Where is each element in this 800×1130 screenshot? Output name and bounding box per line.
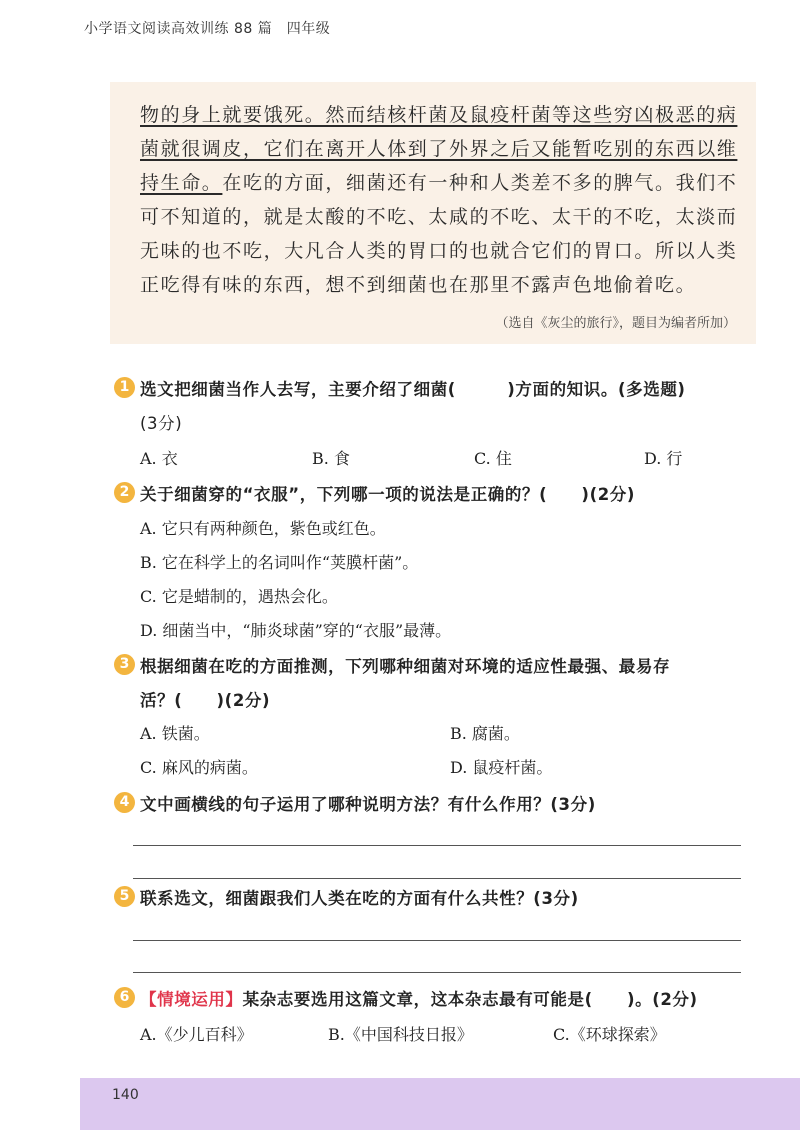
q1-option-b[interactable]: B. 食 — [312, 449, 350, 468]
q2-option-b[interactable]: B. 它在科学上的名词叫作“荚膜杆菌”。 — [140, 553, 419, 572]
scenario-tag: 【情境运用】 — [140, 990, 243, 1009]
question-5-text: 联系选文，细菌跟我们人类在吃的方面有什么共性？(3分) — [140, 889, 579, 908]
underlined-text: 物的身上就要饿死。然而结核杆菌及鼠疫杆菌等这些穷凶极恶的病 — [140, 104, 738, 126]
plain-text: 无味的也不吃，大凡合人类的胃口的也就合它们的胃口。所以人类 — [140, 240, 738, 262]
question-1-text: 选文把细菌当作人去写，主要介绍了细菌( )方面的知识。(多选题) — [140, 380, 686, 399]
q6-option-a[interactable]: A.《少儿百科》 — [140, 1025, 253, 1044]
passage-line-2 — [140, 134, 737, 161]
question-6-text — [140, 986, 698, 1010]
question-number-badge: 4 — [114, 792, 135, 813]
q1-option-c[interactable]: C. 住 — [474, 449, 512, 468]
book-header: 小学语文阅读高效训练 88 篇 四年级 — [84, 21, 331, 37]
q2-option-d[interactable]: D. 细菌当中，“肺炎球菌”穿的“衣服”最薄。 — [140, 621, 452, 640]
plain-text: 正吃得有味的东西，想不到细菌也在那里不露声色地偷着吃。 — [140, 274, 697, 296]
passage-line-6 — [140, 270, 696, 297]
q1-option-d[interactable]: D. 行 — [644, 449, 683, 468]
passage-line-5 — [140, 236, 737, 263]
passage-line-4 — [140, 202, 737, 229]
passage-line-3 — [140, 168, 737, 195]
q2-option-a[interactable]: A. 它只有两种颜色，紫色或红色。 — [140, 519, 386, 538]
underlined-text: 持生命。 — [140, 172, 223, 194]
answer-line[interactable] — [133, 940, 741, 941]
plain-text: 在吃的方面，细菌还有一种和人类差不多的脾气。我们不 — [222, 172, 738, 194]
question-number-badge: 2 — [114, 482, 135, 503]
q2-option-c[interactable]: C. 它是蜡制的，遇热会化。 — [140, 587, 338, 606]
question-1-score: (3分) — [140, 414, 183, 433]
q3-option-b[interactable]: B. 腐菌。 — [450, 724, 520, 743]
footer-band — [80, 1078, 800, 1130]
q6-option-c[interactable]: C.《环球探索》 — [553, 1025, 666, 1044]
q3-option-d[interactable]: D. 鼠疫杆菌。 — [450, 758, 553, 777]
q1-option-a[interactable]: A. 衣 — [140, 449, 178, 468]
question-3-text-cont: 活？( )(2分) — [140, 691, 271, 710]
page-number: 140 — [112, 1087, 139, 1103]
underlined-text: 菌就很调皮，它们在离开人体到了外界之后又能暂吃别的东西以维 — [140, 138, 738, 160]
question-4-text: 文中画横线的句子运用了哪种说明方法？有什么作用？(3分) — [140, 795, 596, 814]
plain-text: 可不知道的，就是太酸的不吃、太咸的不吃、太干的不吃，太淡而 — [140, 206, 738, 228]
question-3-text: 根据细菌在吃的方面推测，下列哪种细菌对环境的适应性最强、最易存 — [140, 657, 671, 676]
q3-option-c[interactable]: C. 麻风的病菌。 — [140, 758, 258, 777]
passage-line-1 — [140, 100, 737, 127]
question-2-text: 关于细菌穿的“衣服”，下列哪一项的说法是正确的？( )(2分) — [140, 485, 636, 504]
question-number-badge: 5 — [114, 886, 135, 907]
answer-line[interactable] — [133, 972, 741, 973]
q3-option-a[interactable]: A. 铁菌。 — [140, 724, 210, 743]
answer-line[interactable] — [133, 845, 741, 846]
question-number-badge: 3 — [114, 654, 135, 675]
passage-source: （选自《灰尘的旅行》，题目为编者所加） — [495, 316, 736, 331]
question-6-body: 某杂志要选用这篇文章，这本杂志最有可能是( )。(2分) — [242, 990, 698, 1009]
question-number-badge: 6 — [114, 987, 135, 1008]
question-number-badge: 1 — [114, 377, 135, 398]
q6-option-b[interactable]: B.《中国科技日报》 — [328, 1025, 473, 1044]
answer-line[interactable] — [133, 878, 741, 879]
